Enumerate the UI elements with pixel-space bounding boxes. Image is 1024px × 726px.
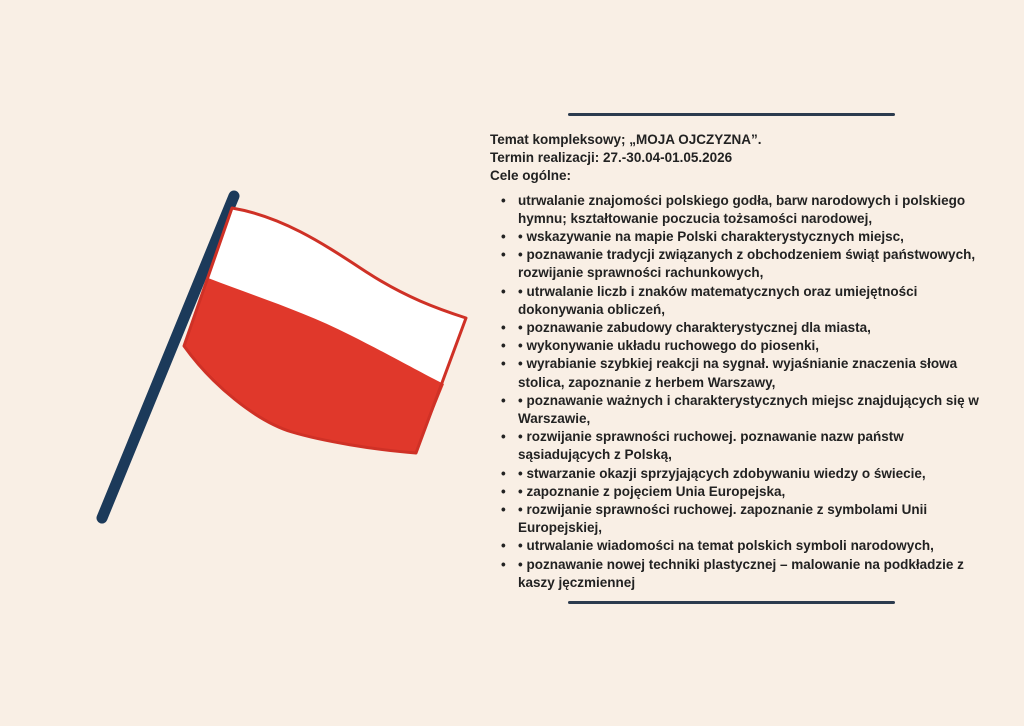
list-item: • • rozwijanie sprawności ruchowej. poznawanie nazw państw sąsiadujących z Polską, — [518, 428, 986, 464]
bottom-divider — [568, 601, 895, 604]
title-block — [490, 131, 990, 186]
list-item: • • poznawanie zabudowy charakterystycznej dla miasta, — [518, 319, 986, 337]
list-item: • • zapoznanie z pojęciem Unia Europejska, — [518, 483, 986, 501]
goals-list — [490, 192, 986, 592]
list-item: • • poznawanie nowej techniki plastycznej – malowanie na podkładzie z kaszy jęczmiennej — [518, 556, 986, 592]
realization-term: Termin realizacji: 27.-30.04-01.05.2026 — [490, 150, 733, 166]
goals-label: Cele ogólne: — [490, 168, 572, 184]
top-divider — [568, 113, 895, 116]
list-item: • • utrwalanie liczb i znaków matematycznych oraz umiejętności dokonywania obliczeń, — [518, 283, 986, 319]
list-item: • • wyrabianie szybkiej reakcji na sygnał. wyjaśnianie znaczenia słowa stolica, zapoznanie z herbem Warszawy, — [518, 355, 986, 391]
list-item: • • stwarzanie okazji sprzyjających zdobywaniu wiedzy o świecie, — [518, 465, 986, 483]
list-item: • • poznawanie ważnych i charakterystycznych miejsc znajdujących się w Warszawie, — [518, 392, 986, 428]
topic-title: Temat kompleksowy; „MOJA OJCZYZNA”. — [490, 132, 762, 147]
content-block — [490, 105, 990, 604]
polish-flag-illustration — [60, 170, 480, 550]
list-item: • • poznawanie tradycji związanych z obchodzeniem świąt państwowych, rozwijanie sprawności rachunkowych, — [518, 246, 986, 282]
list-item: • • utrwalanie wiadomości na temat polskich symboli narodowych, — [518, 537, 986, 555]
list-item: • • wskazywanie na mapie Polski charakterystycznych miejsc, — [518, 228, 986, 246]
list-item: • • wykonywanie układu ruchowego do piosenki, — [518, 337, 986, 355]
list-item: • utrwalanie znajomości polskiego godła, barw narodowych i polskiego hymnu; kształtowanie poczucia tożsamości narodowej, — [518, 192, 986, 228]
list-item: • • rozwijanie sprawności ruchowej. zapoznanie z symbolami Unii Europejskiej, — [518, 501, 986, 537]
polish-flag-svg — [60, 170, 480, 550]
